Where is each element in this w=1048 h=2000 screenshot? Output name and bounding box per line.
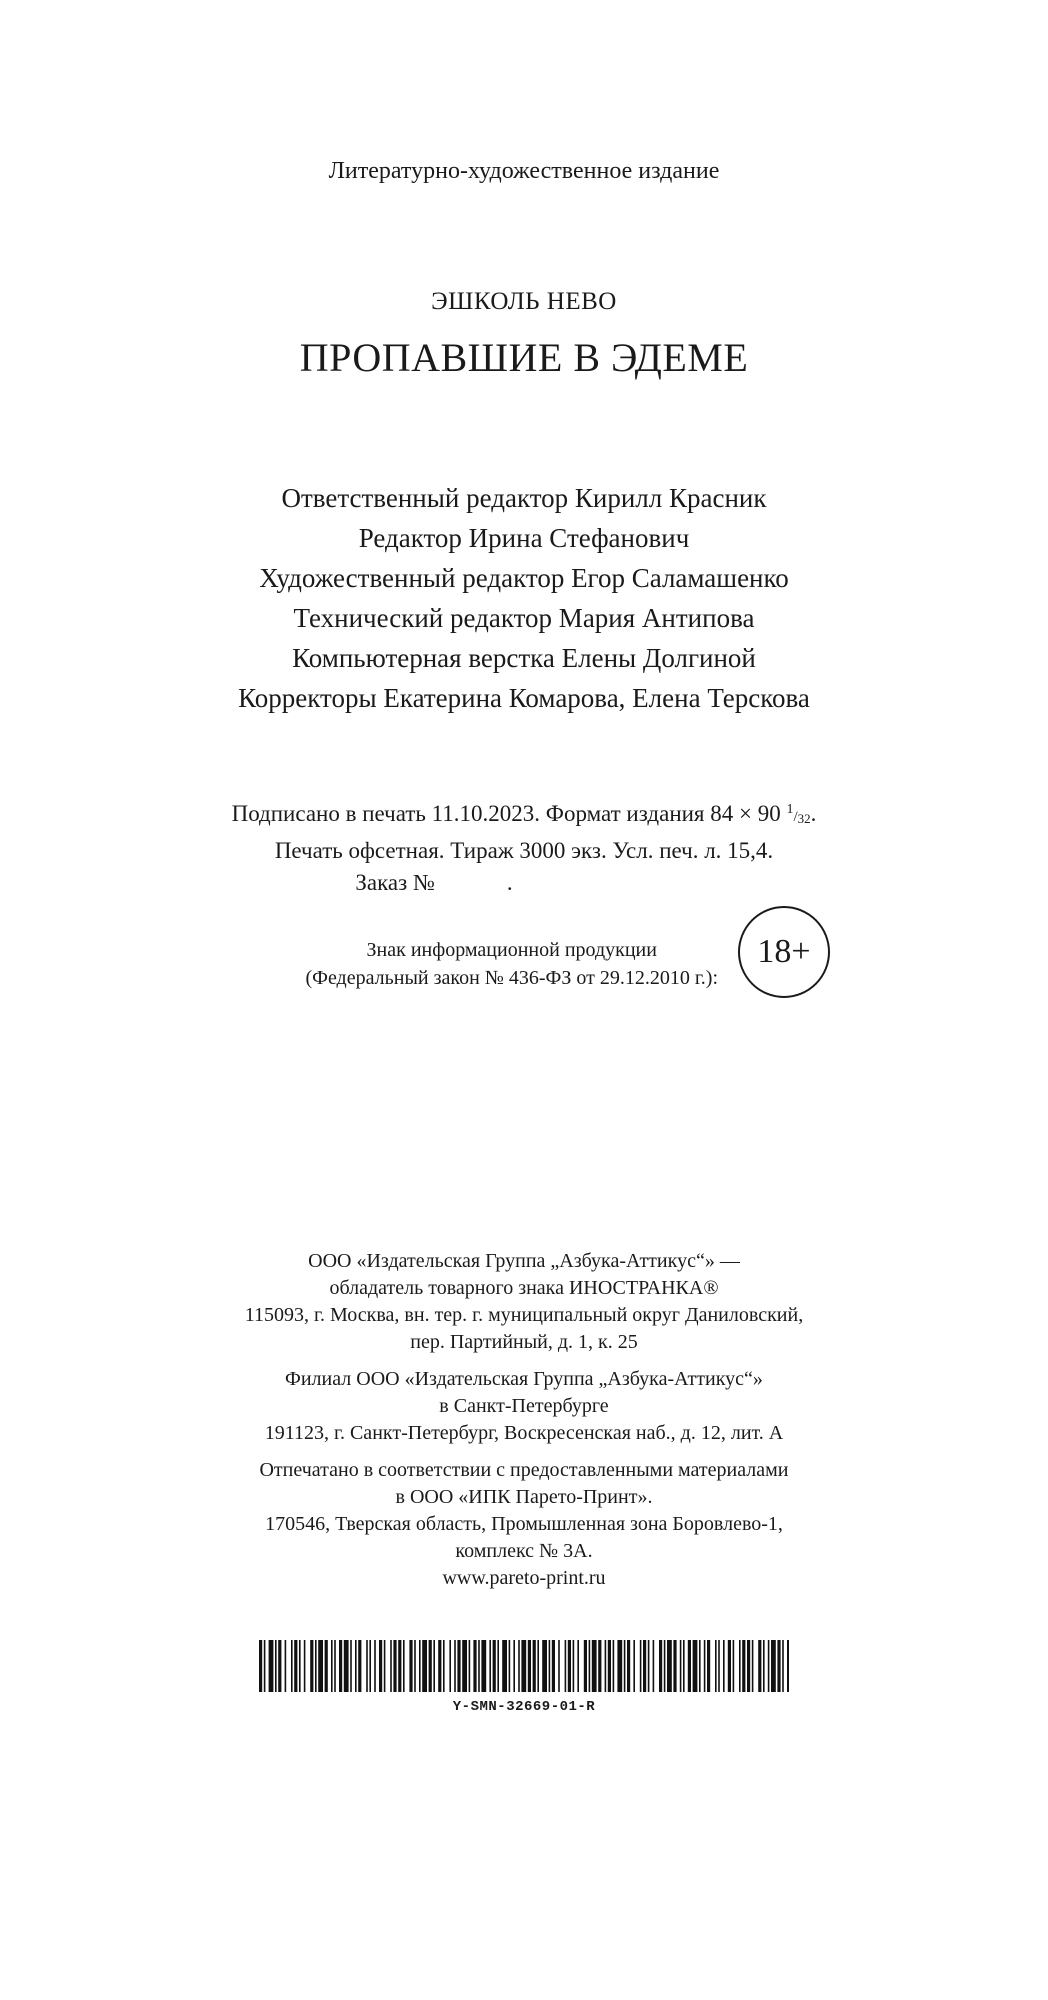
- barcode-graphic: [259, 1640, 789, 1692]
- barcode-bar: [398, 1640, 401, 1692]
- barcode-bar: [379, 1640, 382, 1692]
- barcode-bar: [608, 1640, 611, 1692]
- barcode-bar: [673, 1640, 676, 1692]
- barcode-bar: [438, 1640, 441, 1692]
- barcode-bar: [549, 1640, 551, 1692]
- barcode-bar: [680, 1640, 682, 1692]
- barcode-bar: [592, 1640, 597, 1692]
- printer-line: в ООО «ИПК Парето-Принт».: [395, 1486, 653, 1508]
- author-name: ЭШКОЛЬ НЕВО: [431, 288, 617, 315]
- barcode-bar: [462, 1640, 467, 1692]
- barcode-bar: [449, 1640, 451, 1692]
- credits-list: [0, 478, 1048, 718]
- barcode-bar: [315, 1640, 317, 1692]
- barcode-bar: [481, 1640, 486, 1692]
- format-fraction: [786, 802, 811, 826]
- age-rating-caption: [305, 936, 718, 992]
- barcode-bar: [429, 1640, 432, 1692]
- printer-website: www.pareto-print.ru: [442, 1567, 606, 1589]
- branch-block: [0, 1366, 1048, 1447]
- barcode-bar: [497, 1640, 499, 1692]
- barcode-bar: [358, 1640, 361, 1692]
- book-title: ПРОПАВШИЕ В ЭДЕМЕ: [299, 335, 749, 380]
- print-info-suffix: .: [810, 801, 817, 826]
- print-info-line-2: Печать офсетная. Тираж 3000 экз. Усл. печ. л. 15,4.: [274, 838, 774, 863]
- barcode-bar: [613, 1640, 615, 1692]
- barcode-bar: [733, 1640, 735, 1692]
- barcode-bar: [667, 1640, 672, 1692]
- barcode-bar: [624, 1640, 626, 1692]
- barcode-bar: [617, 1640, 622, 1692]
- barcode-bar: [542, 1640, 547, 1692]
- barcode-bar: [605, 1640, 607, 1692]
- barcode-bar: [715, 1640, 717, 1692]
- credit-line: Корректоры Екатерина Комарова, Елена Терскова: [238, 683, 810, 713]
- publisher-line: пер. Партийный, д. 1, к. 25: [410, 1331, 638, 1353]
- printer-block: [0, 1457, 1048, 1592]
- barcode-bar: [552, 1640, 555, 1692]
- barcode-bar: [777, 1640, 780, 1692]
- barcode-bar: [457, 1640, 460, 1692]
- barcode-bar: [584, 1640, 587, 1692]
- barcode-bar: [350, 1640, 352, 1692]
- barcode-bar: [742, 1640, 745, 1692]
- barcode-bar: [509, 1640, 511, 1692]
- format-numerator: 1: [786, 802, 794, 817]
- barcode-bar: [355, 1640, 357, 1692]
- barcode-bar: [259, 1640, 262, 1692]
- barcode-bar: [390, 1640, 392, 1692]
- order-number-line: [0, 867, 958, 899]
- barcode-bar: [771, 1640, 776, 1692]
- order-label: Заказ №: [355, 870, 435, 895]
- barcode-bar: [728, 1640, 731, 1692]
- barcode-bar: [521, 1640, 526, 1692]
- barcode-bar: [422, 1640, 427, 1692]
- barcode-bar: [275, 1640, 277, 1692]
- barcode-bar: [403, 1640, 405, 1692]
- branch-line: Филиал ООО «Издательская Группа „Азбука-Аттикус“»: [285, 1368, 763, 1390]
- branch-line: в Санкт-Петербурге: [439, 1395, 609, 1417]
- barcode-bar: [469, 1640, 471, 1692]
- barcode-bar: [573, 1640, 575, 1692]
- barcode-area: [0, 1640, 1048, 1715]
- publisher-line: 115093, г. Москва, вн. тер. г. муниципальный округ Даниловский,: [244, 1304, 804, 1326]
- barcode-bar: [633, 1640, 635, 1692]
- barcode-bar: [693, 1640, 698, 1692]
- age-rating-line-1: Знак информационной продукции: [366, 939, 657, 961]
- barcode-bar: [723, 1640, 725, 1692]
- barcode-bar: [409, 1640, 412, 1692]
- publisher-block: [0, 1248, 1048, 1356]
- barcode-bar: [640, 1640, 642, 1692]
- credit-line: Технический редактор Мария Антипова: [293, 603, 755, 633]
- barcode-bar: [747, 1640, 750, 1692]
- barcode-bar: [291, 1640, 293, 1692]
- print-info-line-1: [0, 794, 1048, 835]
- barcode-bar: [627, 1640, 630, 1692]
- barcode-bar: [278, 1640, 281, 1692]
- barcode-bar: [344, 1640, 349, 1692]
- barcode-bar: [331, 1640, 333, 1692]
- order-dot: .: [506, 870, 513, 895]
- barcode-bar: [334, 1640, 336, 1692]
- barcode-bar: [568, 1640, 571, 1692]
- barcode-bar: [374, 1640, 376, 1692]
- barcode-bar: [768, 1640, 770, 1692]
- barcode-bar: [558, 1640, 560, 1692]
- barcode-bar: [443, 1640, 445, 1692]
- barcode-bar: [707, 1640, 710, 1692]
- barcode-bar: [269, 1640, 274, 1692]
- printer-line: 170546, Тверская область, Промышленная зона Боровлево-1,: [265, 1513, 783, 1535]
- barcode-bar: [688, 1640, 691, 1692]
- barcode-bar: [294, 1640, 297, 1692]
- printer-line: комплекс № 3А.: [455, 1540, 593, 1562]
- barcode-bar: [493, 1640, 496, 1692]
- format-slash: /: [793, 809, 798, 825]
- barcode-bar: [473, 1640, 476, 1692]
- barcode-bar: [664, 1640, 666, 1692]
- barcode-bar: [653, 1640, 655, 1692]
- credit-line: Редактор Ирина Стефанович: [358, 523, 690, 553]
- barcode-bar: [299, 1640, 301, 1692]
- barcode-bar: [419, 1640, 421, 1692]
- barcode-bar: [318, 1640, 323, 1692]
- publisher-line: ООО «Издательская Группа „Азбука-Аттикус“» —: [308, 1250, 740, 1272]
- barcode-bar: [648, 1640, 650, 1692]
- barcode-bar: [384, 1640, 386, 1692]
- format-denominator: 32: [797, 811, 811, 826]
- genre-label: Литературно-художественное издание: [328, 158, 720, 184]
- barcode-bar: [739, 1640, 741, 1692]
- barcode-bar: [704, 1640, 706, 1692]
- barcode-bar: [537, 1640, 539, 1692]
- barcode-bar: [325, 1640, 328, 1692]
- print-info: [0, 794, 1048, 899]
- barcode-bar: [393, 1640, 396, 1692]
- barcode-bar: [513, 1640, 515, 1692]
- barcode-bar: [454, 1640, 456, 1692]
- barcode-bar: [577, 1640, 579, 1692]
- barcode-bar: [782, 1640, 784, 1692]
- barcode-bar: [787, 1640, 789, 1692]
- barcode-bar: [518, 1640, 520, 1692]
- barcode-bar: [310, 1640, 313, 1692]
- publisher-line: обладатель товарного знака ИНОСТРАНКА®: [329, 1277, 719, 1299]
- credit-line: Ответственный редактор Кирилл Красник: [281, 483, 767, 513]
- barcode-bar: [758, 1640, 761, 1692]
- barcode-bar: [763, 1640, 765, 1692]
- barcode-bar: [433, 1640, 435, 1692]
- age-rating-line-2: (Федеральный закон № 436-ФЗ от 29.12.2010 г.):: [305, 967, 718, 989]
- barcode-bar: [489, 1640, 491, 1692]
- barcode-bar: [285, 1640, 287, 1692]
- barcode-bar: [366, 1640, 368, 1692]
- barcode-bar: [369, 1640, 371, 1692]
- barcode-bar: [598, 1640, 601, 1692]
- barcode-bar: [528, 1640, 531, 1692]
- publisher-info: [0, 1248, 1048, 1602]
- barcode-bar: [304, 1640, 306, 1692]
- barcode-bar: [752, 1640, 754, 1692]
- print-info-prefix: Подписано в печать 11.10.2023. Формат издания 84 × 90: [231, 801, 787, 826]
- barcode-bar: [478, 1640, 480, 1692]
- printer-line: Отпечатано в соответствии с предоставленными материалами: [259, 1459, 789, 1481]
- branch-line: 191123, г. Санкт-Петербург, Воскресенская наб., д. 12, лит. А: [264, 1422, 784, 1444]
- credit-line: Компьютерная верстка Елены Долгиной: [292, 643, 756, 673]
- barcode-bar: [264, 1640, 266, 1692]
- barcode-bar: [699, 1640, 701, 1692]
- age-rating-badge: 18+: [738, 906, 830, 998]
- barcode-bar: [589, 1640, 591, 1692]
- barcode-bar: [659, 1640, 662, 1692]
- barcode-bar: [643, 1640, 646, 1692]
- barcode-bar: [683, 1640, 685, 1692]
- barcode-bar: [339, 1640, 342, 1692]
- barcode-bar: [502, 1640, 507, 1692]
- barcode-bar: [718, 1640, 720, 1692]
- credit-line: Художественный редактор Егор Саламашенко: [259, 563, 789, 593]
- barcode-bar: [414, 1640, 416, 1692]
- barcode-bar: [533, 1640, 536, 1692]
- barcode-bar: [565, 1640, 567, 1692]
- barcode-label: Y-SMN-32669-01-R: [452, 1699, 596, 1715]
